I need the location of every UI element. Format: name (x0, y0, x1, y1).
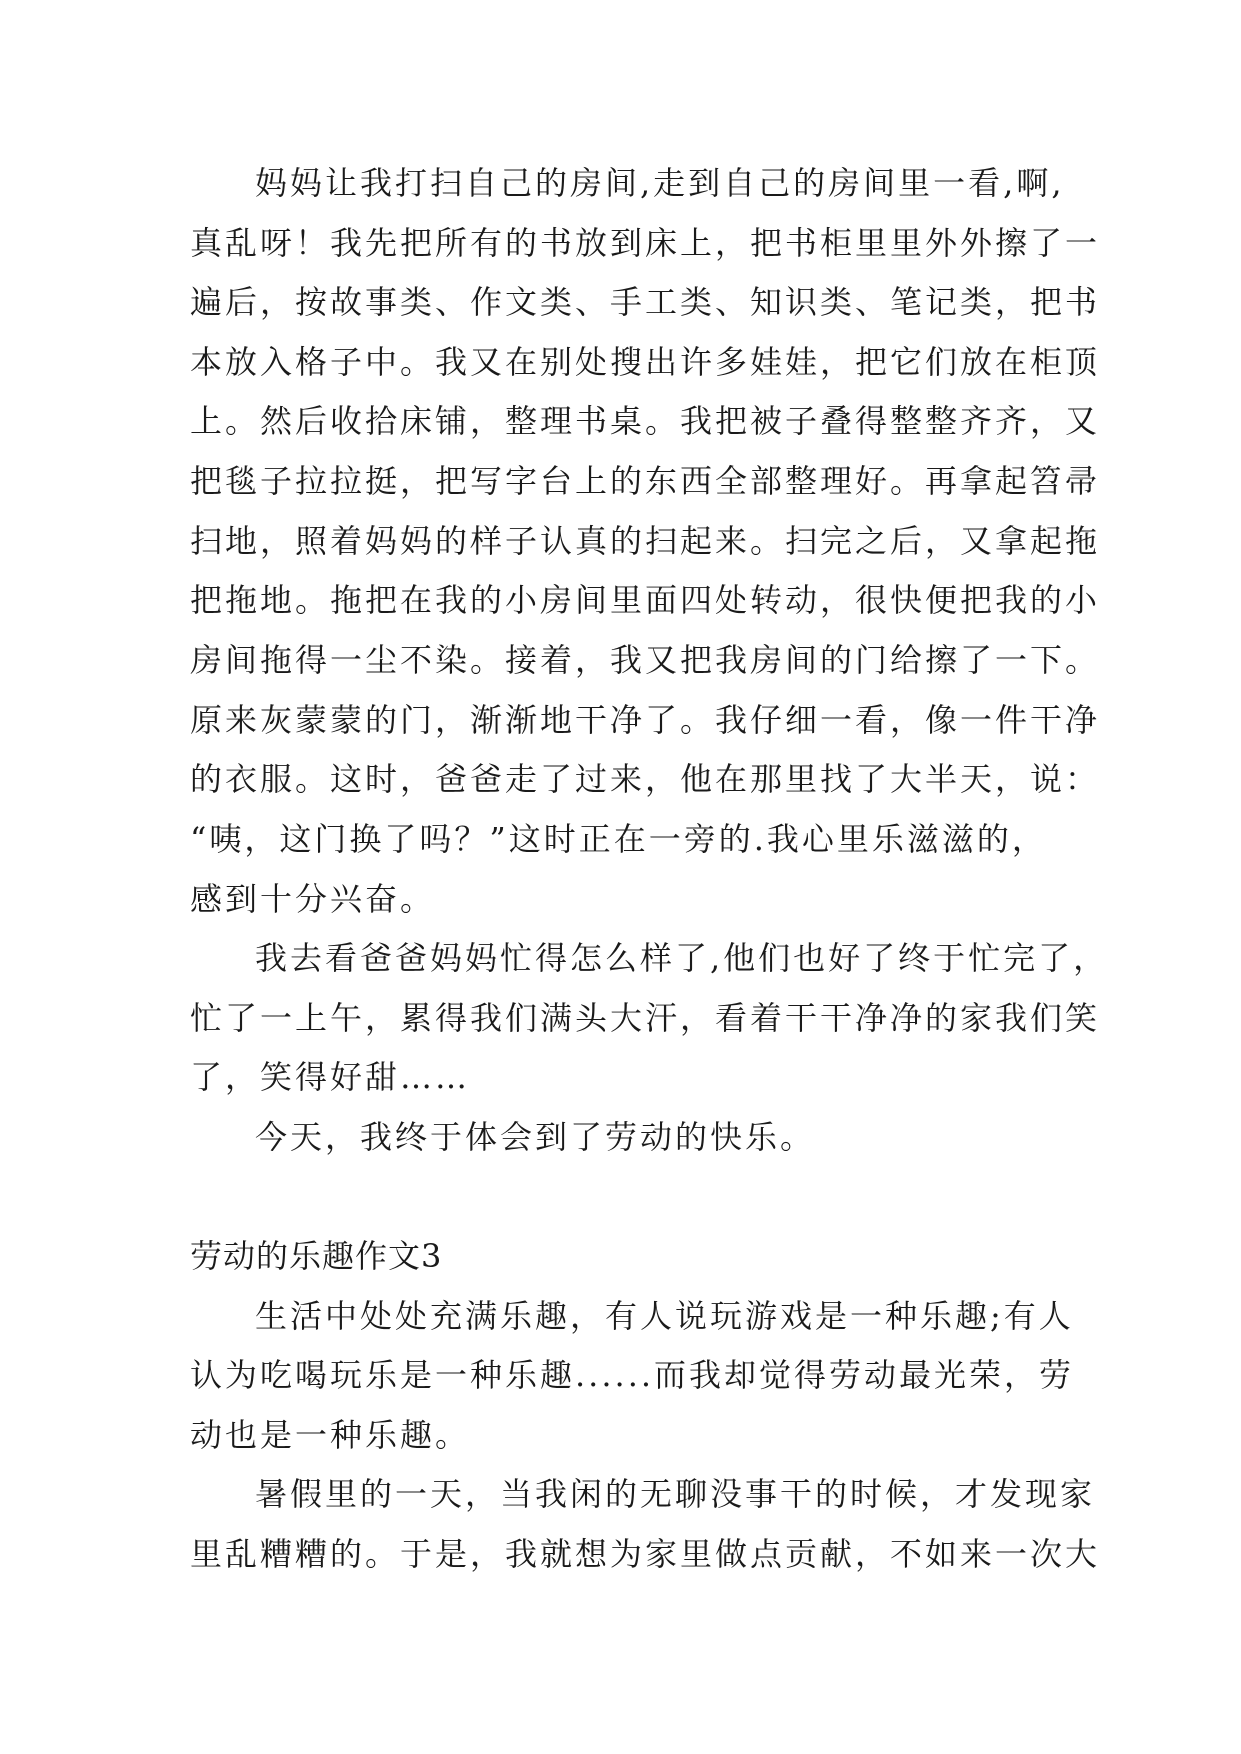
text-line: 的衣服。这时，爸爸走了过来，他在那里找了大半天，说： (190, 760, 1101, 798)
text-line: 遍后，按故事类、作文类、手工类、知识类、笔记类，把书 (190, 283, 1101, 321)
text-line: 感到十分兴奋。 (190, 880, 436, 918)
text-line: 把拖地。拖把在我的小房间里面四处转动，很快便把我的小 (190, 581, 1101, 619)
text-line: 本放入格子中。我又在别处搜出许多娃娃，把它们放在柜顶 (190, 343, 1101, 381)
text-line: 妈妈让我打扫自己的房间,走到自己的房间里一看,啊, (255, 164, 1065, 202)
text-line: 扫地，照着妈妈的样子认真的扫起来。扫完之后，又拿起拖 (190, 522, 1101, 560)
text-line: 认为吃喝玩乐是一种乐趣......而我却觉得劳动最光荣，劳 (190, 1356, 1075, 1394)
text-line: 里乱糟糟的。于是，我就想为家里做点贡献，不如来一次大 (190, 1535, 1101, 1573)
text-line: 了，笑得好甜…… (190, 1058, 471, 1096)
text-line: 今天，我终于体会到了劳动的快乐。 (255, 1118, 816, 1156)
text-line: 真乱呀！我先把所有的书放到床上，把书柜里里外外擦了一 (190, 224, 1101, 262)
text-line: 房间拖得一尘不染。接着，我又把我房间的门给擦了一下。 (190, 641, 1101, 679)
text-line: 动也是一种乐趣。 (190, 1416, 471, 1454)
text-line: 暑假里的一天，当我闲的无聊没事干的时候，才发现家 (255, 1475, 1096, 1513)
text-line: 原来灰蒙蒙的门，渐渐地干净了。我仔细一看，像一件干净 (190, 701, 1101, 739)
text-line: “咦，这门换了吗？”这时正在一旁的.我心里乐滋滋的， (190, 820, 1047, 858)
section-heading: 劳动的乐趣作文3 (190, 1237, 443, 1275)
text-line: 生活中处处充满乐趣，有人说玩游戏是一种乐趣;有人 (255, 1297, 1074, 1335)
text-line: 忙了一上午，累得我们满头大汗，看着干干净净的家我们笑 (190, 999, 1101, 1037)
text-line: 把毯子拉拉挺，把写字台上的东西全部整理好。再拿起笤帚 (190, 462, 1101, 500)
text-line: 上。然后收拾床铺，整理书桌。我把被子叠得整整齐齐，又 (190, 402, 1101, 440)
text-line: 我去看爸爸妈妈忙得怎么样了,他们也好了终于忙完了， (255, 939, 1109, 977)
